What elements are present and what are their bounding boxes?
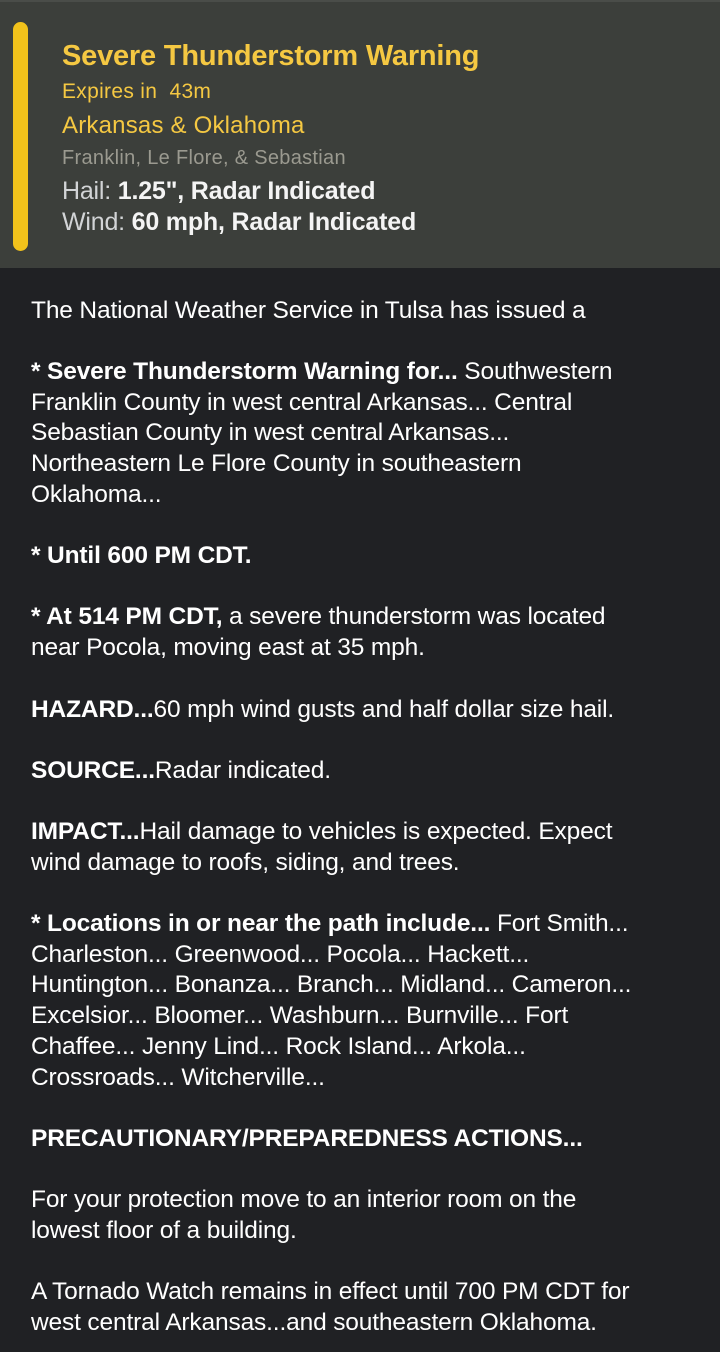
source-label: SOURCE...	[31, 757, 155, 784]
alert-summary-card[interactable]	[0, 0, 720, 268]
locations-line2: Charleston... Greenwood... Pocola... Hackett...	[31, 940, 530, 968]
wind-label: Wind:	[62, 208, 125, 236]
storm-location-paragraph	[31, 602, 699, 663]
hazard-text: 60 mph wind gusts and half dollar size hail.	[153, 696, 615, 723]
locations-line1: Fort Smith...	[496, 910, 629, 937]
locations-label: * Locations in or near the path include...	[31, 910, 491, 937]
alert-title: Severe Thunderstorm Warning	[62, 40, 480, 72]
locations-line3: Huntington... Bonanza... Branch... Midland... Cameron...	[31, 971, 632, 999]
warning-for-paragraph	[31, 357, 699, 511]
protection-paragraph	[31, 1185, 699, 1246]
hazard-label: HAZARD...	[31, 696, 154, 723]
wind-hazard-line	[62, 208, 416, 237]
hail-hazard-line	[62, 177, 375, 206]
warning-for-line1: Southwestern	[464, 358, 613, 385]
precaution-heading-paragraph	[31, 1124, 699, 1155]
severity-indicator-bar	[13, 22, 28, 251]
hazard-paragraph	[31, 695, 699, 726]
impact-paragraph	[31, 817, 699, 878]
hail-label: Hail:	[62, 177, 112, 205]
at-line1: a severe thunderstorm was located	[229, 603, 606, 630]
locations-paragraph	[31, 909, 699, 1093]
warning-for-line5: Oklahoma...	[31, 480, 162, 508]
locations-line5: Chaffee... Jenny Lind... Rock Island... Arkola...	[31, 1032, 526, 1060]
impact-label: IMPACT...	[31, 818, 140, 845]
alert-counties: Franklin, Le Flore, & Sebastian	[62, 147, 346, 169]
until-text: * Until 600 PM CDT.	[31, 542, 252, 569]
source-paragraph	[31, 756, 699, 787]
watch-line1: A Tornado Watch remains in effect until 700 PM CDT for	[31, 1278, 630, 1305]
warning-for-label: * Severe Thunderstorm Warning for...	[31, 358, 458, 385]
impact-line2: wind damage to roofs, siding, and trees.	[31, 848, 460, 876]
precaution-heading: PRECAUTIONARY/PREPAREDNESS ACTIONS...	[31, 1125, 583, 1152]
impact-line1: Hail damage to vehicles is expected. Expect	[139, 818, 613, 845]
alert-intro	[31, 296, 699, 327]
alert-region: Arkansas & Oklahoma	[62, 112, 305, 139]
wind-value: 60 mph, Radar Indicated	[131, 208, 417, 236]
hail-value: 1.25", Radar Indicated	[117, 177, 376, 205]
protection-line1: For your protection move to an interior room on the	[31, 1186, 577, 1213]
locations-line6: Crossroads... Witcherville...	[31, 1063, 325, 1091]
source-text: Radar indicated.	[154, 757, 331, 784]
until-paragraph	[31, 541, 699, 572]
alert-expires: Expires in 43m	[62, 80, 212, 103]
warning-for-line2: Franklin County in west central Arkansas... Central	[31, 388, 573, 416]
warning-for-line4: Northeastern Le Flore County in southeastern	[31, 450, 522, 478]
intro-text: The National Weather Service in Tulsa has issued a	[31, 297, 586, 324]
tornado-watch-paragraph	[31, 1277, 699, 1338]
locations-line4: Excelsior... Bloomer... Washburn... Burnville... Fort	[31, 1002, 569, 1030]
at-time-label: * At 514 PM CDT,	[31, 603, 223, 630]
protection-line2: lowest floor of a building.	[31, 1216, 297, 1244]
watch-line2: west central Arkansas...and southeastern Oklahoma.	[31, 1308, 597, 1336]
warning-for-line3: Sebastian County in west central Arkansas...	[31, 419, 510, 447]
at-line2: near Pocola, moving east at 35 mph.	[31, 633, 425, 661]
